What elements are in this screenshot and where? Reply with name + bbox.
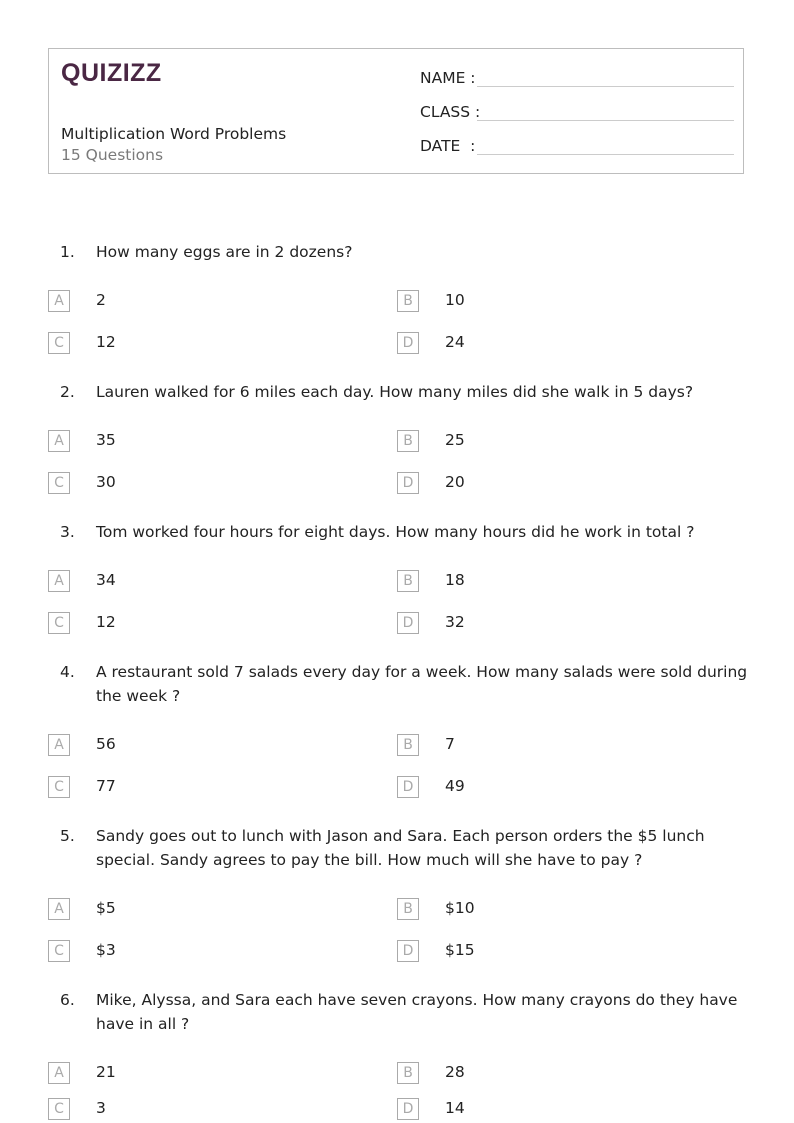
option-text: 56 xyxy=(96,735,116,753)
name-field xyxy=(420,69,734,93)
option-text: 34 xyxy=(96,571,116,589)
option-text: 20 xyxy=(445,473,465,491)
option-text: 2 xyxy=(96,291,106,309)
option-letter-box: B xyxy=(397,1062,419,1084)
question-number: 4. xyxy=(60,663,75,681)
question-text: Mike, Alyssa, and Sara each have seven crayons. How many crayons do they have have in all ? xyxy=(96,991,738,1033)
date-field xyxy=(420,137,734,161)
class-label: CLASS : xyxy=(420,103,481,121)
option-text: $15 xyxy=(445,941,475,959)
option-letter-box: A xyxy=(48,734,70,756)
question-number: 6. xyxy=(60,991,75,1009)
question-count: 15 Questions xyxy=(61,146,164,164)
name-line xyxy=(477,86,734,87)
option-letter-box: D xyxy=(397,1098,419,1120)
option-letter-box: D xyxy=(397,940,419,962)
option-text: 10 xyxy=(445,291,465,309)
option-letter-box: D xyxy=(397,332,419,354)
option-letter-box: D xyxy=(397,776,419,798)
option-letter-box: D xyxy=(397,612,419,634)
option-text: 24 xyxy=(445,333,465,351)
option-letter-box: C xyxy=(48,612,70,634)
option-text: 28 xyxy=(445,1063,465,1081)
option-letter-box: A xyxy=(48,430,70,452)
option-letter-box: C xyxy=(48,940,70,962)
question-text: Tom worked four hours for eight days. How many hours did he work in total ? xyxy=(96,523,695,541)
option-text: 32 xyxy=(445,613,465,631)
option-text: 3 xyxy=(96,1099,106,1117)
question-text: Sandy goes out to lunch with Jason and Sara. Each person orders the $5 lunch special. Sandy agrees to pay the bill. How much will she have to pay ? xyxy=(96,827,705,869)
option-letter-box: A xyxy=(48,898,70,920)
question-text: How many eggs are in 2 dozens? xyxy=(96,243,353,261)
class-field xyxy=(420,103,734,127)
option-letter-box: B xyxy=(397,290,419,312)
option-text: 21 xyxy=(96,1063,116,1081)
class-line xyxy=(477,120,734,121)
option-text: 25 xyxy=(445,431,465,449)
option-letter-box: B xyxy=(397,734,419,756)
option-text: 12 xyxy=(96,333,116,351)
option-text: 35 xyxy=(96,431,116,449)
option-letter-box: D xyxy=(397,472,419,494)
option-letter-box: C xyxy=(48,472,70,494)
option-text: 7 xyxy=(445,735,455,753)
question-number: 3. xyxy=(60,523,75,541)
option-letter-box: B xyxy=(397,570,419,592)
option-text: 14 xyxy=(445,1099,465,1117)
question-number: 5. xyxy=(60,827,75,845)
option-letter-box: A xyxy=(48,290,70,312)
date-line xyxy=(477,154,734,155)
option-text: 18 xyxy=(445,571,465,589)
worksheet-header xyxy=(48,48,744,174)
question-text: Lauren walked for 6 miles each day. How many miles did she walk in 5 days? xyxy=(96,383,694,401)
question-text: A restaurant sold 7 salads every day for a week. How many salads were sold during the week ? xyxy=(96,663,748,705)
date-label: DATE : xyxy=(420,137,476,155)
option-letter-box: A xyxy=(48,1062,70,1084)
question-number: 2. xyxy=(60,383,75,401)
worksheet-title: Multiplication Word Problems xyxy=(61,125,287,143)
option-letter-box: C xyxy=(48,332,70,354)
quizizz-logo: QUIZIZZ xyxy=(61,59,162,87)
question-number: 1. xyxy=(60,243,75,261)
option-letter-box: C xyxy=(48,1098,70,1120)
option-text: $5 xyxy=(96,899,116,917)
option-text: 12 xyxy=(96,613,116,631)
option-text: $3 xyxy=(96,941,116,959)
option-letter-box: A xyxy=(48,570,70,592)
option-letter-box: C xyxy=(48,776,70,798)
option-text: 49 xyxy=(445,777,465,795)
option-text: 30 xyxy=(96,473,116,491)
option-text: 77 xyxy=(96,777,116,795)
option-letter-box: B xyxy=(397,898,419,920)
option-text: $10 xyxy=(445,899,475,917)
option-letter-box: B xyxy=(397,430,419,452)
name-label: NAME : xyxy=(420,69,476,87)
